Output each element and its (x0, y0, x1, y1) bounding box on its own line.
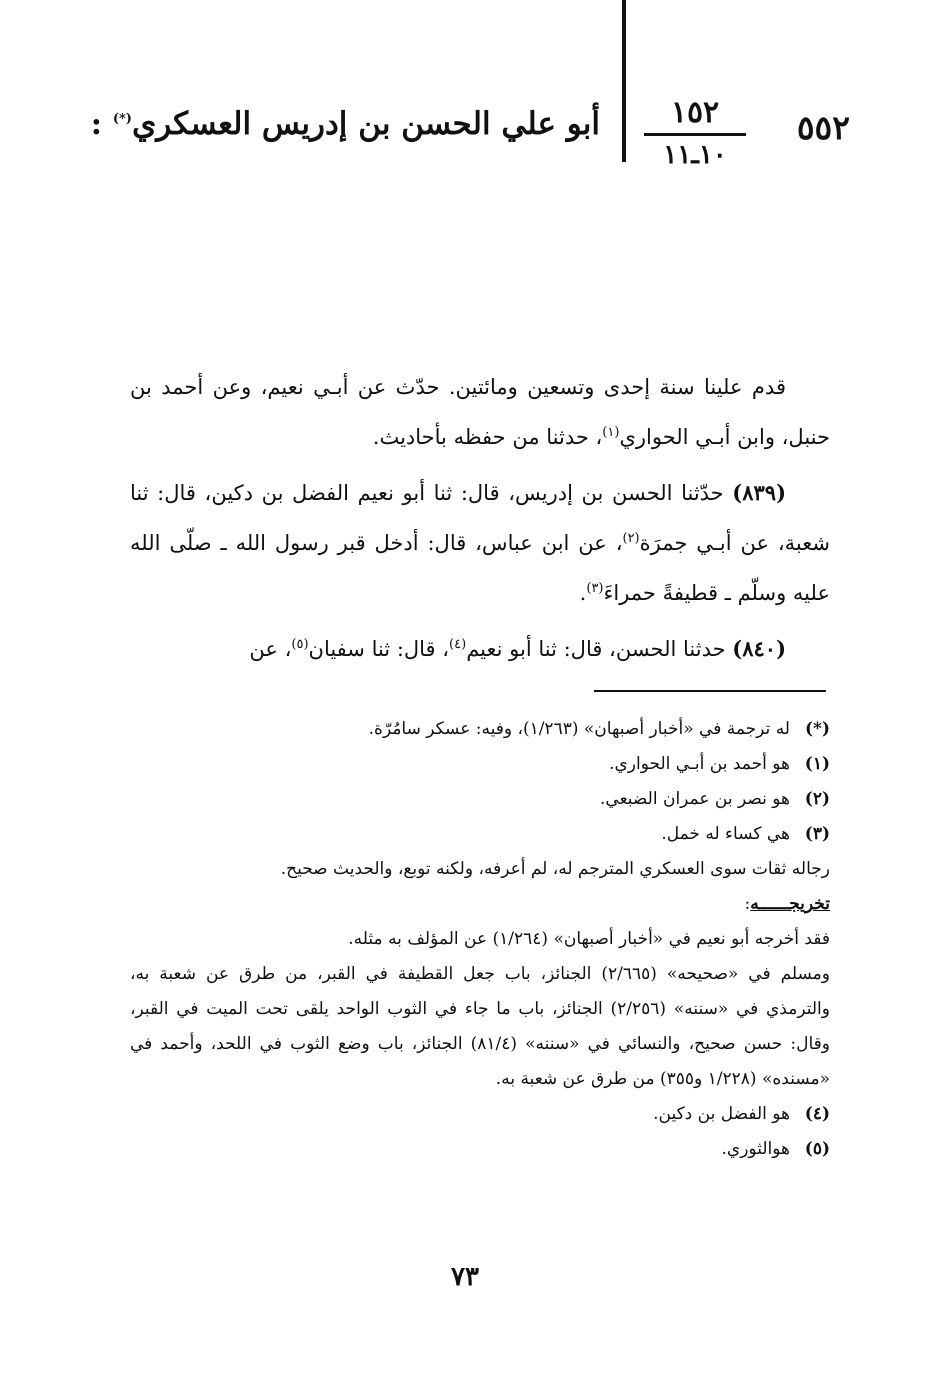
entry-number: ٥٥٢ (796, 108, 850, 147)
footnote-5 (130, 1132, 830, 1167)
entry-title (90, 106, 600, 142)
footnote-4-mark: (٤) (804, 1104, 830, 1124)
footnote-5-text: هوالثوري. (721, 1139, 790, 1159)
footnote-3-text: هي كساء له خمل. (661, 824, 790, 844)
footnote-2 (130, 782, 830, 817)
footnote-ref-4: (٤) (449, 637, 467, 652)
takhrij-label: تخريجــــــه (750, 894, 830, 914)
fraction-bottom: ١٠ـ١١ (663, 140, 727, 170)
hadith-number-839: (٨٣٩) (732, 480, 786, 505)
footnote-2-text: هو نصر بن عمران الضبعي. (600, 789, 790, 809)
intro-text-a: قدم علينا سنة إحدى وتسعين ومائتين. حدّث عن أبـي نعيم، وعن أحمد بن حنبل، وابن أبـي الحواري (130, 375, 830, 449)
intro-paragraph (130, 362, 830, 462)
footnote-3-rijal: رجاله ثقات سوى العسكري المترجم له، لم أعرفه، ولكنه توبع، والحديث صحيح. (280, 859, 830, 879)
footnote-ref-2: (٢) (622, 531, 640, 546)
footnote-star (130, 712, 830, 747)
footnote-3-takhrij-heading (130, 887, 830, 922)
takhrij-colon: : (744, 894, 751, 914)
entry-title-colon: : (90, 106, 103, 142)
hadith-840-text-b: ، قال: ثنا سفيان (308, 637, 450, 661)
footnote-3-other-sources: ومسلم في «صحيحه» (٢/٦٦٥) الجنائز، باب جعل القطيفة في القبر، من طرق عن شعبة به، والترمذي في «سننه» (٢/٢٥٦) الجنائز، باب ما جاء في الثوب الواحد يلقى تحت الميت في القبر، وقال: حسن صحيح، والنسائي في «سننه» (٨١/٤) الجنائز، باب وضع الثوب في اللحد، وأحمد في «مسنده» (١/٢٢٨ و٣٥٥) من طرق عن شعبة به. (130, 964, 830, 1089)
footnote-ref-1: (١) (602, 425, 620, 440)
footnote-3-abu-nuaym: فقد أخرجه أبو نعيم في «أخبار أصبهان» (١/٢٦٤) عن المؤلف به مثله. (348, 929, 830, 949)
footnote-star-text: له ترجمة في «أخبار أصبهان» (١/٢٦٣)، وفيه: عسكر سامُرّة. (368, 719, 790, 739)
hadith-839 (130, 468, 830, 618)
hadith-839-text-a: حدّثنا الحسن بن إدريس، قال: ثنا أبو نعيم الفضل بن دكين، قال: ثنا شعبة، عن أبـي جمرَة (130, 481, 830, 555)
header-vertical-rule (622, 0, 626, 162)
footnote-5-mark: (٥) (804, 1139, 830, 1159)
hadith-840-text-a: حدثنا الحسن، قال: ثنا أبو نعيم (466, 637, 733, 661)
footnote-3 (130, 817, 830, 852)
hadith-839-text-c: . (579, 581, 587, 605)
footnote-separator (594, 690, 826, 692)
footnote-1-text: هو أحمد بن أبـي الحواري. (609, 754, 790, 774)
main-text (130, 362, 830, 680)
footnote-star-mark: (*) (805, 719, 830, 739)
footnote-1-mark: (١) (804, 754, 830, 774)
hadith-840-text-c: ، عن (249, 637, 292, 661)
footnote-3-mark: (٣) (804, 824, 830, 844)
footnotes (130, 712, 830, 1167)
hadith-840 (130, 624, 830, 674)
hadith-number-840: (٨٤٠) (732, 636, 786, 661)
fraction-top: ١٥٢ (670, 95, 720, 130)
entry-title-mark: (*) (112, 111, 132, 127)
footnote-ref-5: (٥) (291, 637, 309, 652)
footnote-1 (130, 747, 830, 782)
entry-title-text: أبو علي الحسن بن إدريس العسكري (131, 106, 600, 142)
footnote-4-text: هو الفضل بن دكين. (653, 1104, 790, 1124)
page-number: ٧٣ (451, 1262, 479, 1292)
entry-fraction (640, 96, 750, 170)
footnote-ref-3: (٣) (586, 581, 604, 596)
fraction-bar (644, 133, 746, 136)
footnote-4 (130, 1097, 830, 1132)
footnote-2-mark: (٢) (804, 789, 830, 809)
intro-text-b: ، حدثنا من حفظه بأحاديث. (372, 425, 603, 449)
hadith-839-text-b: ، عن ابن عباس، قال: أدخل قبر رسول الله ـ صلّى الله عليه وسلّم ـ قطيفةً حمراءَ (130, 531, 830, 605)
